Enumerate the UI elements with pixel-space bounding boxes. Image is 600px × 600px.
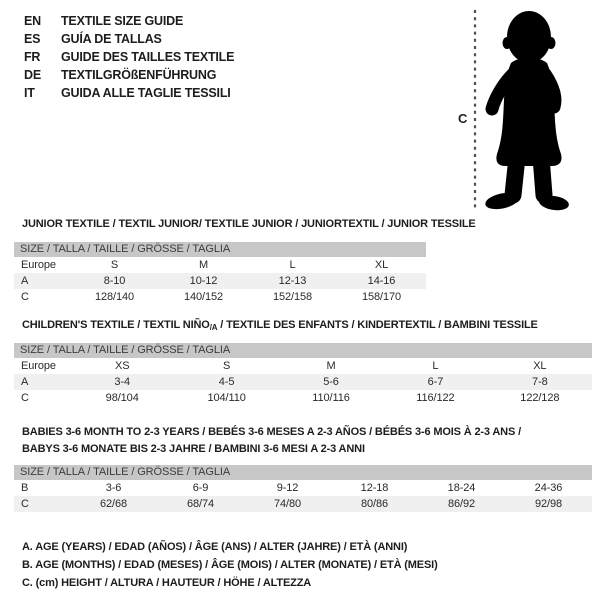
table-row [14, 289, 426, 305]
table-cell: 6-7 [427, 376, 444, 388]
title-text: / TEXTILE DES ENFANTS / KINDERTEXTIL / BAMBINI TESSILE [217, 319, 538, 331]
section-title-line [22, 441, 594, 458]
language-row [24, 30, 234, 48]
table-row [14, 257, 426, 273]
table-cell: 86/92 [447, 498, 476, 510]
table-cell: 110/116 [312, 392, 350, 404]
table-cell: 12-18 [360, 482, 389, 494]
footnotes [22, 538, 438, 592]
table-cell: 128/140 [94, 291, 135, 303]
row-label-cell: B [21, 482, 29, 494]
table-cell: 5-6 [323, 376, 339, 388]
table-cell: 3-4 [114, 376, 130, 388]
language-list [24, 12, 234, 102]
table-cell: 104/110 [207, 392, 246, 404]
title-subscript: /A [209, 323, 218, 332]
language-title: GUIDE DES TAILLES TEXTILE [61, 50, 235, 64]
language-code: EN [24, 14, 41, 28]
table-cell: S [110, 259, 119, 271]
language-title: TEXTILE SIZE GUIDE [61, 14, 184, 28]
size-table-children [14, 343, 592, 406]
baby-body-shape [484, 11, 570, 212]
table-cell: 24-36 [534, 482, 563, 494]
table-cell: 68/74 [186, 498, 215, 510]
table-cell: 8-10 [103, 275, 126, 287]
table-cell: 74/80 [273, 498, 302, 510]
language-row [24, 48, 234, 66]
section-title-line [22, 424, 594, 441]
row-label-cell: A [21, 275, 29, 287]
height-measure-label: C [458, 111, 468, 126]
language-title: GUIDA ALLE TAGLIE TESSILI [61, 86, 231, 100]
figure-height-measure [450, 5, 600, 215]
table-cell: 116/122 [416, 392, 455, 404]
table-cell: 98/104 [105, 392, 139, 404]
table-cell: 140/152 [183, 291, 224, 303]
language-row [24, 66, 234, 84]
table-row [14, 358, 592, 374]
size-header-bar: SIZE / TALLA / TAILLE / GRÖSSE / TAGLIA [14, 465, 592, 480]
table-cell: M [198, 259, 209, 271]
table-cell: 6-9 [192, 482, 209, 494]
table-cell: 80/86 [360, 498, 389, 510]
size-table-babies [14, 465, 592, 512]
table-cell: M [326, 360, 336, 372]
baby-silhouette-icon [450, 5, 600, 215]
table-cell: 3-6 [105, 482, 122, 494]
section-title-line [22, 317, 594, 336]
table-cell: 62/68 [99, 498, 128, 510]
table-cell: L [432, 360, 439, 372]
table-cell: 4-5 [218, 376, 235, 388]
row-label-cell: C [21, 392, 29, 404]
table-cell: 152/158 [272, 291, 313, 303]
table-cell: 12-13 [278, 275, 307, 287]
table-cell: 9-12 [276, 482, 299, 494]
title-text: BABIES 3-6 MONTH TO 2-3 YEARS / BEBÉS 3-6 MESES A 2-3 AÑOS / BÉBÉS 3-6 MOIS À 2-3 ANS / [22, 426, 521, 438]
table-cell: 14-16 [367, 275, 396, 287]
table-cell: 7-8 [532, 376, 548, 388]
language-code: DE [24, 68, 41, 82]
row-label-cell: C [21, 291, 29, 303]
language-code: IT [24, 86, 35, 100]
table-row [14, 496, 592, 512]
row-label-cell: Europe [21, 360, 56, 372]
table-cell: 122/128 [520, 392, 560, 404]
table-cell: 10-12 [189, 275, 218, 287]
table-cell: XS [114, 360, 130, 372]
footnote-line: C. (cm) HEIGHT / ALTURA / HAUTEUR / HÖHE / ALTEZZA [22, 577, 312, 589]
table-cell: S [222, 360, 231, 372]
size-table-junior [14, 242, 426, 305]
language-code: FR [24, 50, 41, 64]
section-title-children [22, 317, 594, 336]
table-row [14, 273, 426, 289]
table-cell: L [289, 259, 296, 271]
size-header-bar: SIZE / TALLA / TAILLE / GRÖSSE / TAGLIA [14, 242, 426, 257]
row-label-cell: C [21, 498, 29, 510]
section-title-line [22, 216, 594, 233]
footnote-line: B. AGE (MONTHS) / EDAD (MESES) / ÂGE (MOIS) / ALTER (MONATE) / ETÀ (MESI) [22, 559, 438, 571]
table-cell: 92/98 [534, 498, 563, 510]
language-row [24, 12, 234, 30]
table-cell: XL [374, 259, 389, 271]
table-row [14, 374, 592, 390]
size-header-bar: SIZE / TALLA / TAILLE / GRÖSSE / TAGLIA [14, 343, 592, 358]
language-row [24, 84, 234, 102]
footnote-line: A. AGE (YEARS) / EDAD (AÑOS) / ÂGE (ANS) / ALTER (JAHRE) / ETÀ (ANNI) [22, 541, 408, 553]
title-text: CHILDREN'S TEXTILE / TEXTIL NIÑO [22, 319, 210, 331]
table-cell: 18-24 [447, 482, 476, 494]
section-title-junior [22, 216, 594, 233]
row-label-cell: Europe [21, 259, 56, 271]
table-row [14, 390, 592, 406]
language-title: GUÍA DE TALLAS [61, 32, 162, 46]
section-title-babies [22, 424, 594, 458]
table-cell: XL [533, 360, 547, 372]
language-title: TEXTILGRÖßENFÜHRUNG [61, 68, 217, 82]
table-row [14, 480, 592, 496]
title-text: JUNIOR TEXTILE / TEXTIL JUNIOR/ TEXTILE JUNIOR / JUNIORTEXTIL / JUNIOR TESSILE [22, 218, 476, 230]
row-label-cell: A [21, 376, 29, 388]
table-cell: 158/170 [361, 291, 402, 303]
language-code: ES [24, 32, 41, 46]
title-text: BABYS 3-6 MONATE BIS 2-3 JAHRE / BAMBINI 3-6 MESI A 2-3 ANNI [22, 443, 365, 455]
